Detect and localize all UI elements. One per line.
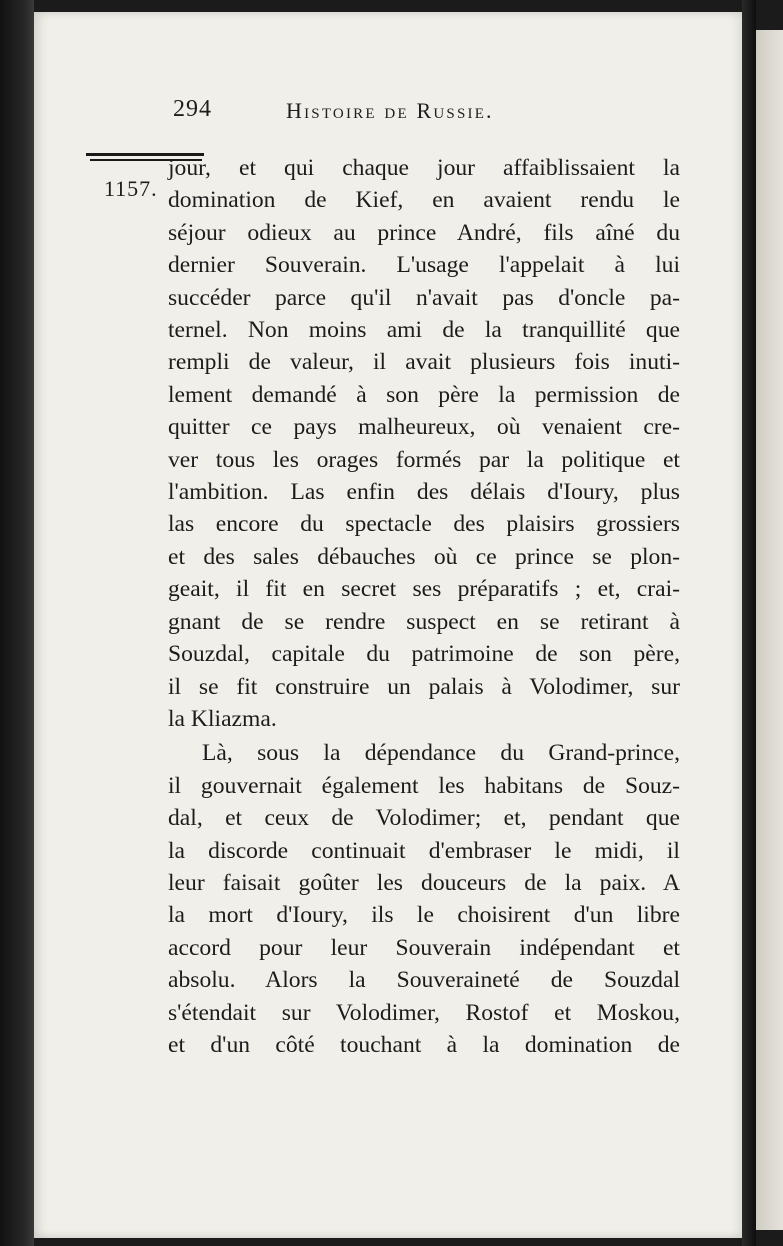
book-gutter bbox=[742, 0, 756, 1246]
adjacent-page-edge bbox=[756, 30, 783, 1230]
text-line: dernier Souverain. L'usage l'appelait à lui bbox=[168, 252, 680, 279]
text-line: absolu. Alors la Souveraineté de Souzdal bbox=[168, 967, 680, 994]
text-line: l'ambition. Las enfin des délais d'Ioury, plus bbox=[168, 479, 680, 506]
book-edge-left bbox=[0, 0, 34, 1246]
text-line: s'étendait sur Volodimer, Rostof et Moskou, bbox=[168, 999, 680, 1026]
text-line: la discorde continuait d'embraser le midi, il bbox=[168, 837, 680, 864]
text-line: accord pour leur Souverain indépendant et bbox=[168, 934, 680, 961]
text-line: il se fit construire un palais à Volodimer, sur bbox=[168, 673, 680, 700]
text-line: leur faisait goûter les douceurs de la paix. A bbox=[168, 869, 680, 896]
text-line: quitter ce pays malheureux, où venaient cre- bbox=[168, 414, 680, 441]
text-line: Là, sous la dépendance du Grand-prince, bbox=[202, 740, 680, 767]
text-line: rempli de valeur, il avait plusieurs fois inuti- bbox=[168, 349, 680, 376]
body-text bbox=[168, 152, 680, 1061]
text-line: lement demandé à son père la permission de bbox=[168, 381, 680, 408]
text-line: succéder parce qu'il n'avait pas d'oncle pa- bbox=[168, 284, 680, 311]
text-line: ternel. Non moins ami de la tranquillité que bbox=[168, 317, 680, 344]
page-number: 294 bbox=[173, 96, 212, 122]
text-line: dal, et ceux de Volodimer; et, pendant que bbox=[168, 805, 680, 832]
book-page bbox=[34, 12, 742, 1238]
text-line: il gouvernait également les habitans de Souz- bbox=[168, 772, 680, 799]
text-line: séjour odieux au prince André, fils aîné du bbox=[168, 219, 680, 246]
text-line: ver tous les orages formés par la politique et bbox=[168, 446, 680, 473]
text-line: las encore du spectacle des plaisirs grossiers bbox=[168, 511, 680, 538]
page-header bbox=[34, 96, 742, 130]
text-line: Souzdal, capitale du patrimoine de son père, bbox=[168, 641, 680, 668]
text-line: la mort d'Ioury, ils le choisirent d'un libre bbox=[168, 902, 680, 929]
running-title: Histoire de Russie. bbox=[286, 98, 494, 123]
text-line: geait, il fit en secret ses préparatifs ; et, crai- bbox=[168, 576, 680, 603]
paragraph bbox=[168, 152, 680, 735]
text-line: et des sales débauches où ce prince se plon- bbox=[168, 543, 680, 570]
text-line: gnant de se rendre suspect en se retirant à bbox=[168, 608, 680, 635]
text-line: domination de Kief, en avaient rendu le bbox=[168, 187, 680, 214]
text-line: jour, et qui chaque jour affaiblissaient la bbox=[168, 155, 680, 181]
text-line: la Kliazma. bbox=[168, 705, 277, 732]
text-line: et d'un côté touchant à la domination de bbox=[168, 1031, 680, 1058]
margin-year-note: 1157. bbox=[104, 176, 158, 201]
paragraph bbox=[168, 737, 680, 1061]
